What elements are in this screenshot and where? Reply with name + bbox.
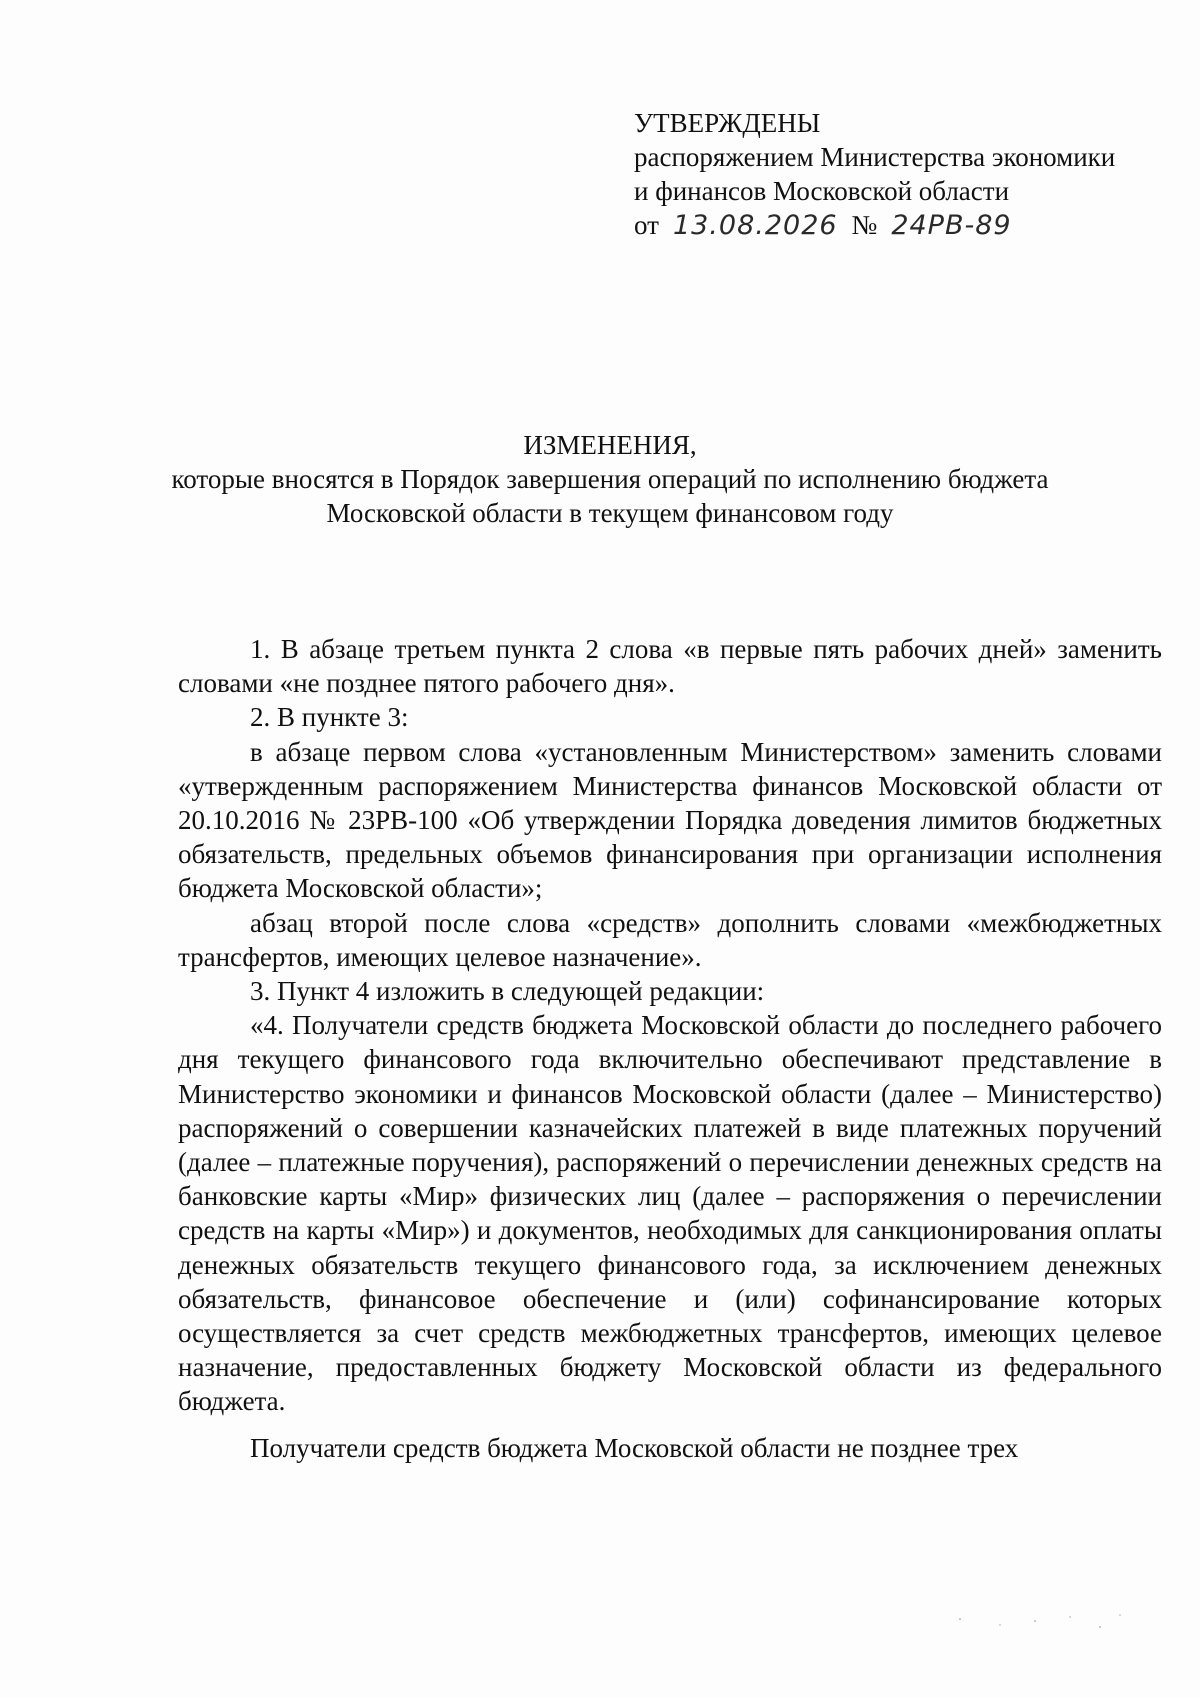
approval-heading: УТВЕРЖДЕНЫ: [634, 108, 821, 138]
document-body: [178, 632, 1162, 1465]
approval-from-label: от: [634, 210, 659, 240]
document-title-block: [150, 428, 1070, 530]
approval-line-1: распоряжением Министерства экономики: [634, 142, 1116, 172]
paragraph-7: Получатели средств бюджета Московской области не позднее трех: [250, 1432, 1019, 1463]
document-title: ИЗМЕНЕНИЯ,: [523, 430, 697, 460]
handwritten-number: 24РВ-89: [891, 210, 1012, 241]
scan-speckle: [940, 1607, 1140, 1637]
paragraph-6: «4. Получатели средств бюджета Московской области до последнего рабочего дня текущего финансового года включительно обеспечивают представление в Министерство экономики и финансов Московской области (далее – Министерство) распоряжений о совершении казначейских платежей в виде платежных поручений (далее – платежные поручения), распоряжений о перечислении денежных средств на банковские карты «Мир» физических лиц (далее – распоряжения о перечислении средств на карты «Мир») и документов, необходимых для санкционирования оплаты денежных обязательств текущего финансового года, за исключением денежных обязательств, финансовое обеспечение и (или) софинансирование которых осуществляется за счет средств межбюджетных трансфертов, имеющих целевое назначение, предоставленных бюджету Московской области из федерального бюджета.: [178, 1010, 1162, 1417]
handwritten-date: 13.08.2026: [672, 210, 838, 241]
approval-date-number-line: [634, 208, 1154, 243]
document-subtitle-line-2: Московской области в текущем финансовом году: [326, 498, 894, 528]
approval-block: [634, 106, 1154, 243]
paragraph-2: 2. В пункте 3:: [250, 702, 409, 733]
document-subtitle-line-1: которые вносятся в Порядок завершения операций по исполнению бюджета: [171, 464, 1049, 494]
paragraph-3: в абзаце первом слова «установленным Министерством» заменить словами «утвержденным распоряжением Министерства финансов Московской области от 20.10.2016 № 23РВ-100 «Об утверждении Порядка доведения лимитов бюджетных обязательств, предельных объемов финансирования при организации исполнения бюджета Московской области»;: [178, 736, 1162, 904]
paragraph-1: 1. В абзаце третьем пункта 2 слова «в первые пять рабочих дней» заменить словами «не позднее пятого рабочего дня».: [178, 634, 1162, 699]
approval-number-label: №: [851, 210, 878, 240]
paragraph-4: абзац второй после слова «средств» дополнить словами «межбюджетных трансфертов, имеющих целевое назначение».: [178, 907, 1162, 972]
approval-line-2: и финансов Московской области: [634, 176, 1010, 206]
paragraph-5: 3. Пункт 4 изложить в следующей редакции:: [250, 976, 765, 1007]
